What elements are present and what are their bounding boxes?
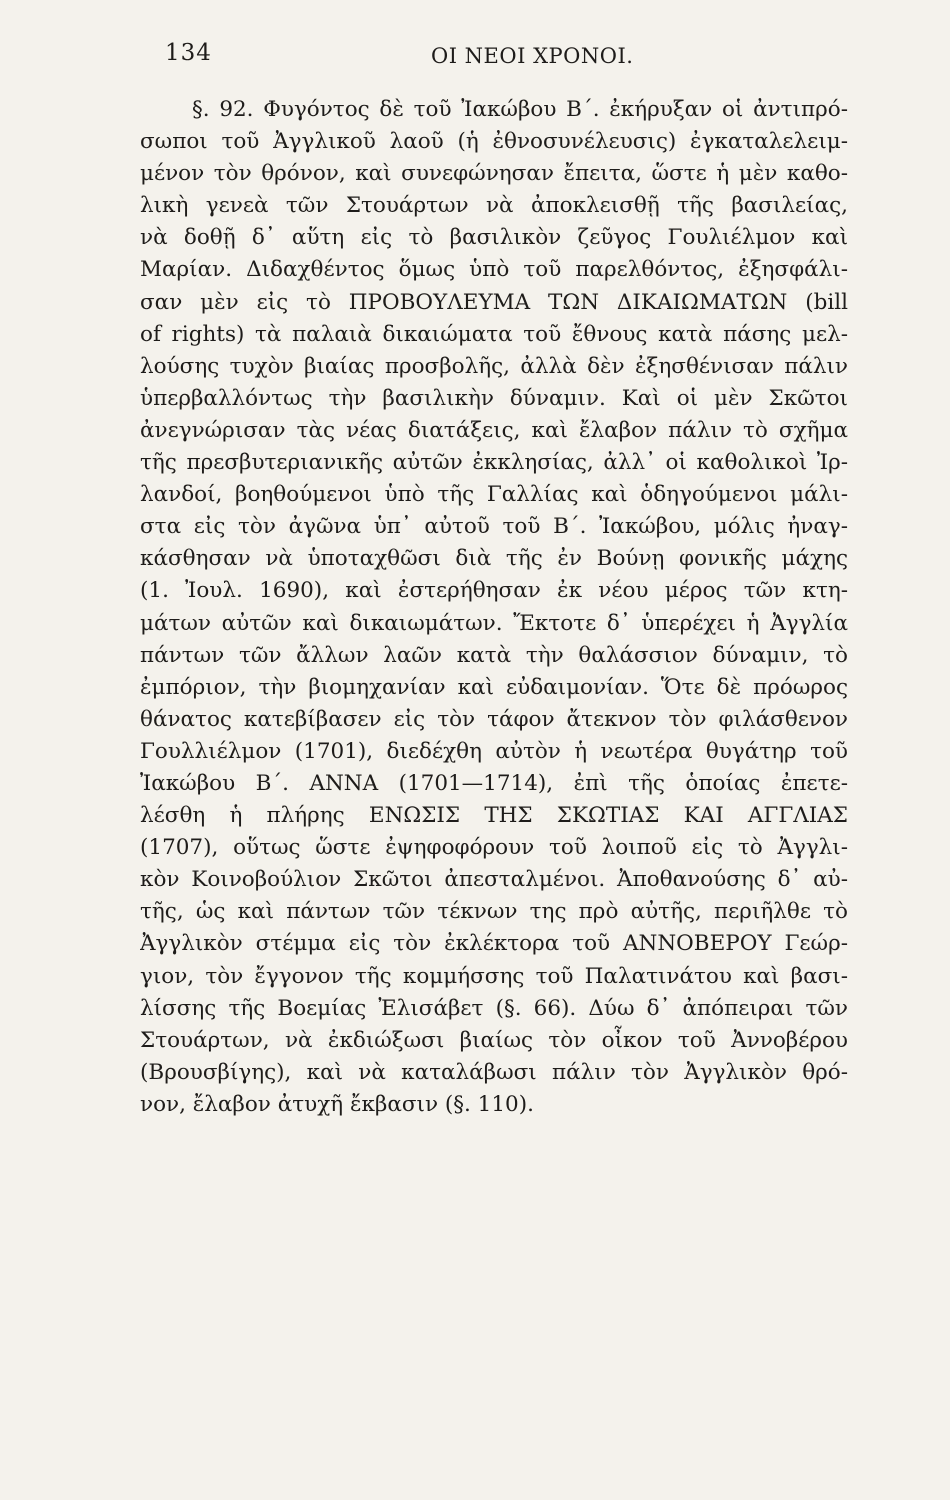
text-line: (Βρουσβίγης), καὶ νὰ καταλάβωσι πάλιν τὸν Ἀγγλικὸν θρό-	[140, 1059, 848, 1085]
text-line: Γουλλιέλμον (1701), διεδέχθη αὐτὸν ἡ νεωτέρα θυγάτηρ τοῦ	[140, 738, 848, 764]
text-line: νὰ δοθῇ δ᾽ αὕτη εἰς τὸ βασιλικὸν ζεῦγος Γουλιέλμον καὶ	[140, 225, 848, 251]
text-line: σαν μὲν εἰς τὸ ΠΡΟΒΟΥΛΕΥΜΑ ΤΩΝ ΔΙΚΑΙΩΜΑΤΩΝ (bill	[140, 289, 848, 315]
text-line: ὑπερβαλλόντως τὴν βασιλικὴν δύναμιν. Καὶ οἱ μὲν Σκῶτοι	[140, 385, 848, 411]
text-line: μάτων αὐτῶν καὶ δικαιωμάτων. Ἔκτοτε δ᾽ ὑπερέχει ἡ Ἀγγλία	[140, 610, 848, 636]
text-line: νον, ἔλαβον ἀτυχῆ ἔκβασιν (§. 110).	[140, 1091, 534, 1117]
running-title: ΟΙ ΝΕΟΙ ΧΡΟΝΟΙ.	[431, 44, 634, 68]
text-line: §. 92. Φυγόντος δὲ τοῦ Ἰακώβου Β΄. ἐκήρυξαν οἱ ἀντιπρό-	[192, 97, 848, 122]
text-line: of rights) τὰ παλαιὰ δικαιώματα τοῦ ἔθνους κατὰ πάσης μελ-	[140, 321, 848, 347]
text-line: τῆς πρεσβυτεριανικῆς αὐτῶν ἐκκλησίας, ἀλλ᾽ οἱ καθολικοὶ Ἰρ-	[140, 450, 848, 476]
body-text	[140, 94, 848, 1121]
text-line: ἀνεγνώρισαν τὰς νέας διατάξεις, καὶ ἔλαβον πάλιν τὸ σχῆμα	[140, 417, 848, 443]
text-line: Ἀγγλικὸν στέμμα εἰς τὸν ἐκλέκτορα τοῦ ΑΝΝΟΒΕΡΟΥ Γεώρ-	[140, 931, 848, 957]
page-number: 134	[165, 40, 212, 66]
text-line: γιον, τὸν ἔγγονον τῆς κομμήσσης τοῦ Παλατινάτου καὶ βασι-	[140, 963, 848, 989]
text-line: λέσθη ἡ πλήρης ΕΝΩΣΙΣ ΤΗΣ ΣΚΩΤΙΑΣ ΚΑΙ ΑΓΓΛΙΑΣ	[140, 803, 848, 829]
text-line: ἐμπόριον, τὴν βιομηχανίαν καὶ εὐδαιμονίαν. Ὅτε δὲ πρόωρος	[140, 674, 848, 700]
text-line: στα εἰς τὸν ἀγῶνα ὑπ᾽ αὐτοῦ τοῦ Β΄. Ἰακώβου, μόλις ἠναγ-	[140, 514, 848, 540]
text-line: Μαρίαν. Διδαχθέντος ὅμως ὑπὸ τοῦ παρελθόντος, ἐξησφάλι-	[140, 257, 848, 283]
text-line: λούσης τυχὸν βιαίας προσβολῆς, ἀλλὰ δὲν ἐξησθένισαν πάλιν	[140, 353, 848, 379]
text-line: κὸν Κοινοβούλιον Σκῶτοι ἀπεσταλμένοι. Ἀποθανούσης δ᾽ αὐ-	[140, 867, 848, 893]
text-line: θάνατος κατεβίβασεν εἰς τὸν τάφον ἄτεκνον τὸν φιλάσθενον	[140, 706, 848, 732]
text-line: (1707), οὕτως ὥστε ἐψηφοφόρουν τοῦ λοιποῦ εἰς τὸ Ἀγγλι-	[140, 835, 848, 861]
text-line: Στουάρτων, νὰ ἐκδιώξωσι βιαίως τὸν οἶκον τοῦ Ἀννοβέρου	[140, 1027, 848, 1053]
text-line: λανδοί, βοηθούμενοι ὑπὸ τῆς Γαλλίας καὶ ὁδηγούμενοι μάλι-	[140, 482, 848, 508]
text-line: Ἰακώβου Β΄. ΑΝΝΑ (1701—1714), ἐπὶ τῆς ὁποίας ἐπετε-	[140, 770, 848, 796]
text-line: σωποι τοῦ Ἀγγλικοῦ λαοῦ (ἡ ἐθνοσυνέλευσις) ἐγκαταλελειμ-	[140, 129, 848, 155]
text-line: (1. Ἰουλ. 1690), καὶ ἐστερήθησαν ἐκ νέου μέρος τῶν κτη-	[140, 578, 848, 604]
text-line: τῆς, ὡς καὶ πάντων τῶν τέκνων της πρὸ αὐτῆς, περιῆλθε τὸ	[140, 899, 848, 925]
text-line: λίσσης τῆς Βοεμίας Ἐλισάβετ (§. 66). Δύω δ᾽ ἀπόπειραι τῶν	[140, 995, 848, 1021]
text-line: μένον τὸν θρόνον, καὶ συνεφώνησαν ἔπειτα, ὥστε ἡ μὲν καθο-	[140, 161, 848, 187]
text-line: λικὴ γενεὰ τῶν Στουάρτων νὰ ἀποκλεισθῇ τῆς βασιλείας,	[140, 193, 848, 219]
text-line: κάσθησαν νὰ ὑποταχθῶσι διὰ τῆς ἐν Βούνῃ φονικῆς μάχης	[140, 546, 848, 572]
running-head	[165, 40, 855, 76]
text-line: πάντων τῶν ἄλλων λαῶν κατὰ τὴν θαλάσσιον δύναμιν, τὸ	[140, 642, 848, 668]
